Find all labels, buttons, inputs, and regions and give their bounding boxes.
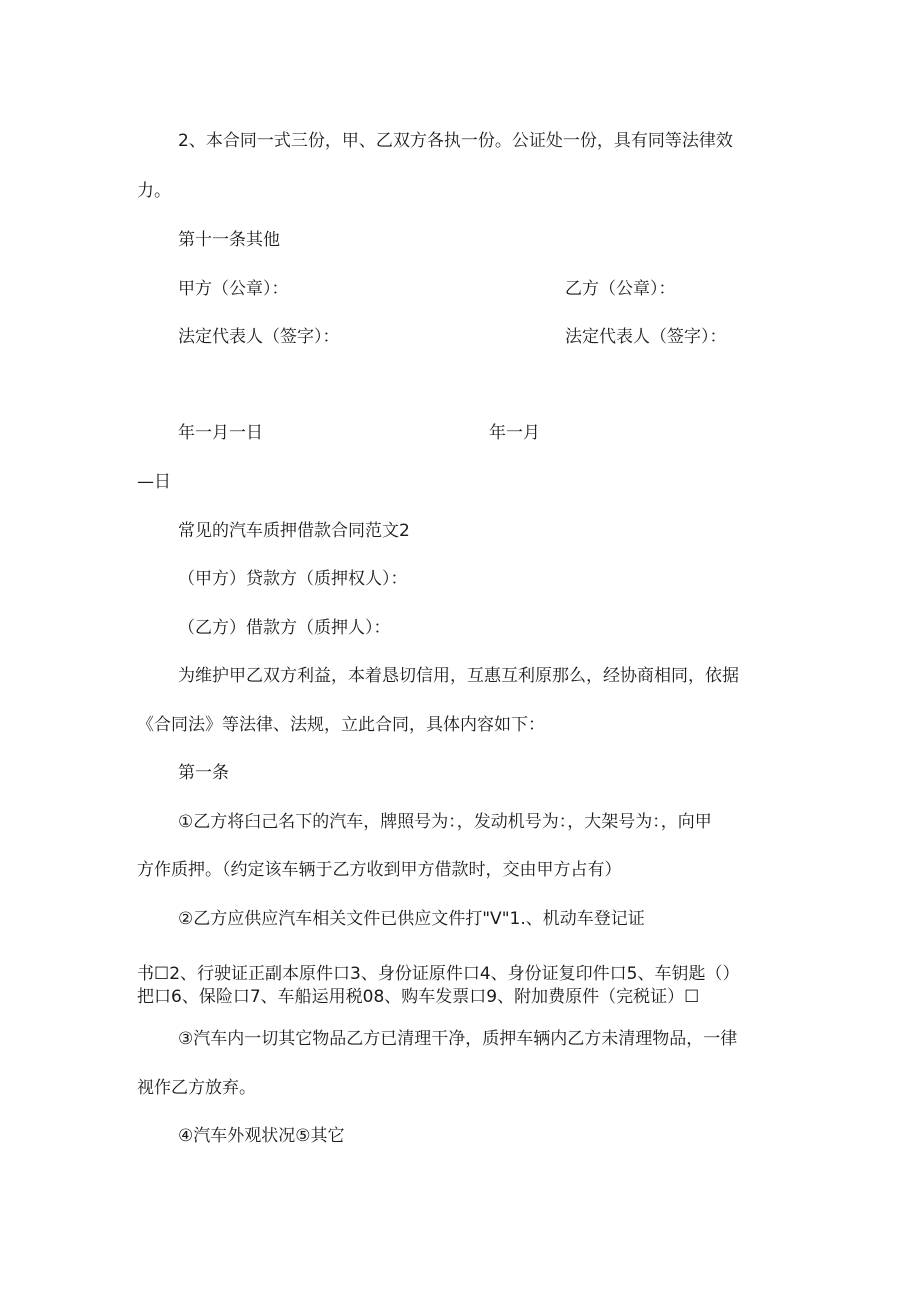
article-11-heading: 第十一条其他 <box>178 230 280 250</box>
item1-line1: ①乙方将臼己名下的汽车，牌照号为：，发动机号为：，大架号为：，向甲 <box>178 812 712 832</box>
date-party-b-part2: —日 <box>137 472 171 492</box>
party-b-rep: 法定代表人（签字）： <box>565 327 727 347</box>
item2-line1: ②乙方应供应汽车相关文件已供应文件打"V"1.、机动车登记证 <box>178 909 645 929</box>
item2-line2: 书☐2、行驶证正副本原件口3、身份证原件口4、身份证复印件口5、车钥匙（） <box>137 964 740 984</box>
party-a-seal: 甲方（公章）： <box>178 279 289 299</box>
borrower-line: （乙方）借款方（质押人）： <box>178 618 391 638</box>
item1-line2: 方作质押。（约定该车辆于乙方收到甲方借款时，交由甲方占有） <box>137 860 622 880</box>
party-b-seal: 乙方（公章）： <box>565 279 676 299</box>
section-title-2: 常见的汽车质押借款合同范文2 <box>178 521 410 541</box>
party-a-rep: 法定代表人（签字）： <box>178 327 340 347</box>
date-party-b-part1: 年一月 <box>489 423 540 443</box>
date-party-a: 年一月一日 <box>178 423 263 443</box>
item4-5-line: ④汽车外观状况⑤其它 <box>178 1126 345 1146</box>
para-copies-line1: 2、本合同一式三份，甲、乙双方各执一份。公证处一份，具有同等法律效 <box>178 131 733 151</box>
item3-line2: 视作乙方放弃。 <box>137 1078 256 1098</box>
para-copies-line2: 力。 <box>137 181 171 201</box>
intro-line1: 为维护甲乙双方利益，本着恳切信用，互惠互利原那么，经协商相同，依据 <box>178 666 739 686</box>
article-1-heading: 第一条 <box>178 763 229 783</box>
lender-line: （甲方）贷款方（质押权人）： <box>178 569 408 589</box>
item2-line3: 把口6、保险口7、车船运用税08、购车发票口9、附加费原件（完税证）☐ <box>137 987 700 1007</box>
intro-line2: 《合同法》等法律、法规，立此合同，具体内容如下： <box>137 715 545 735</box>
item3-line1: ③汽车内一切其它物品乙方已清理干净，质押车辆内乙方未清理物品，一律 <box>178 1029 738 1049</box>
